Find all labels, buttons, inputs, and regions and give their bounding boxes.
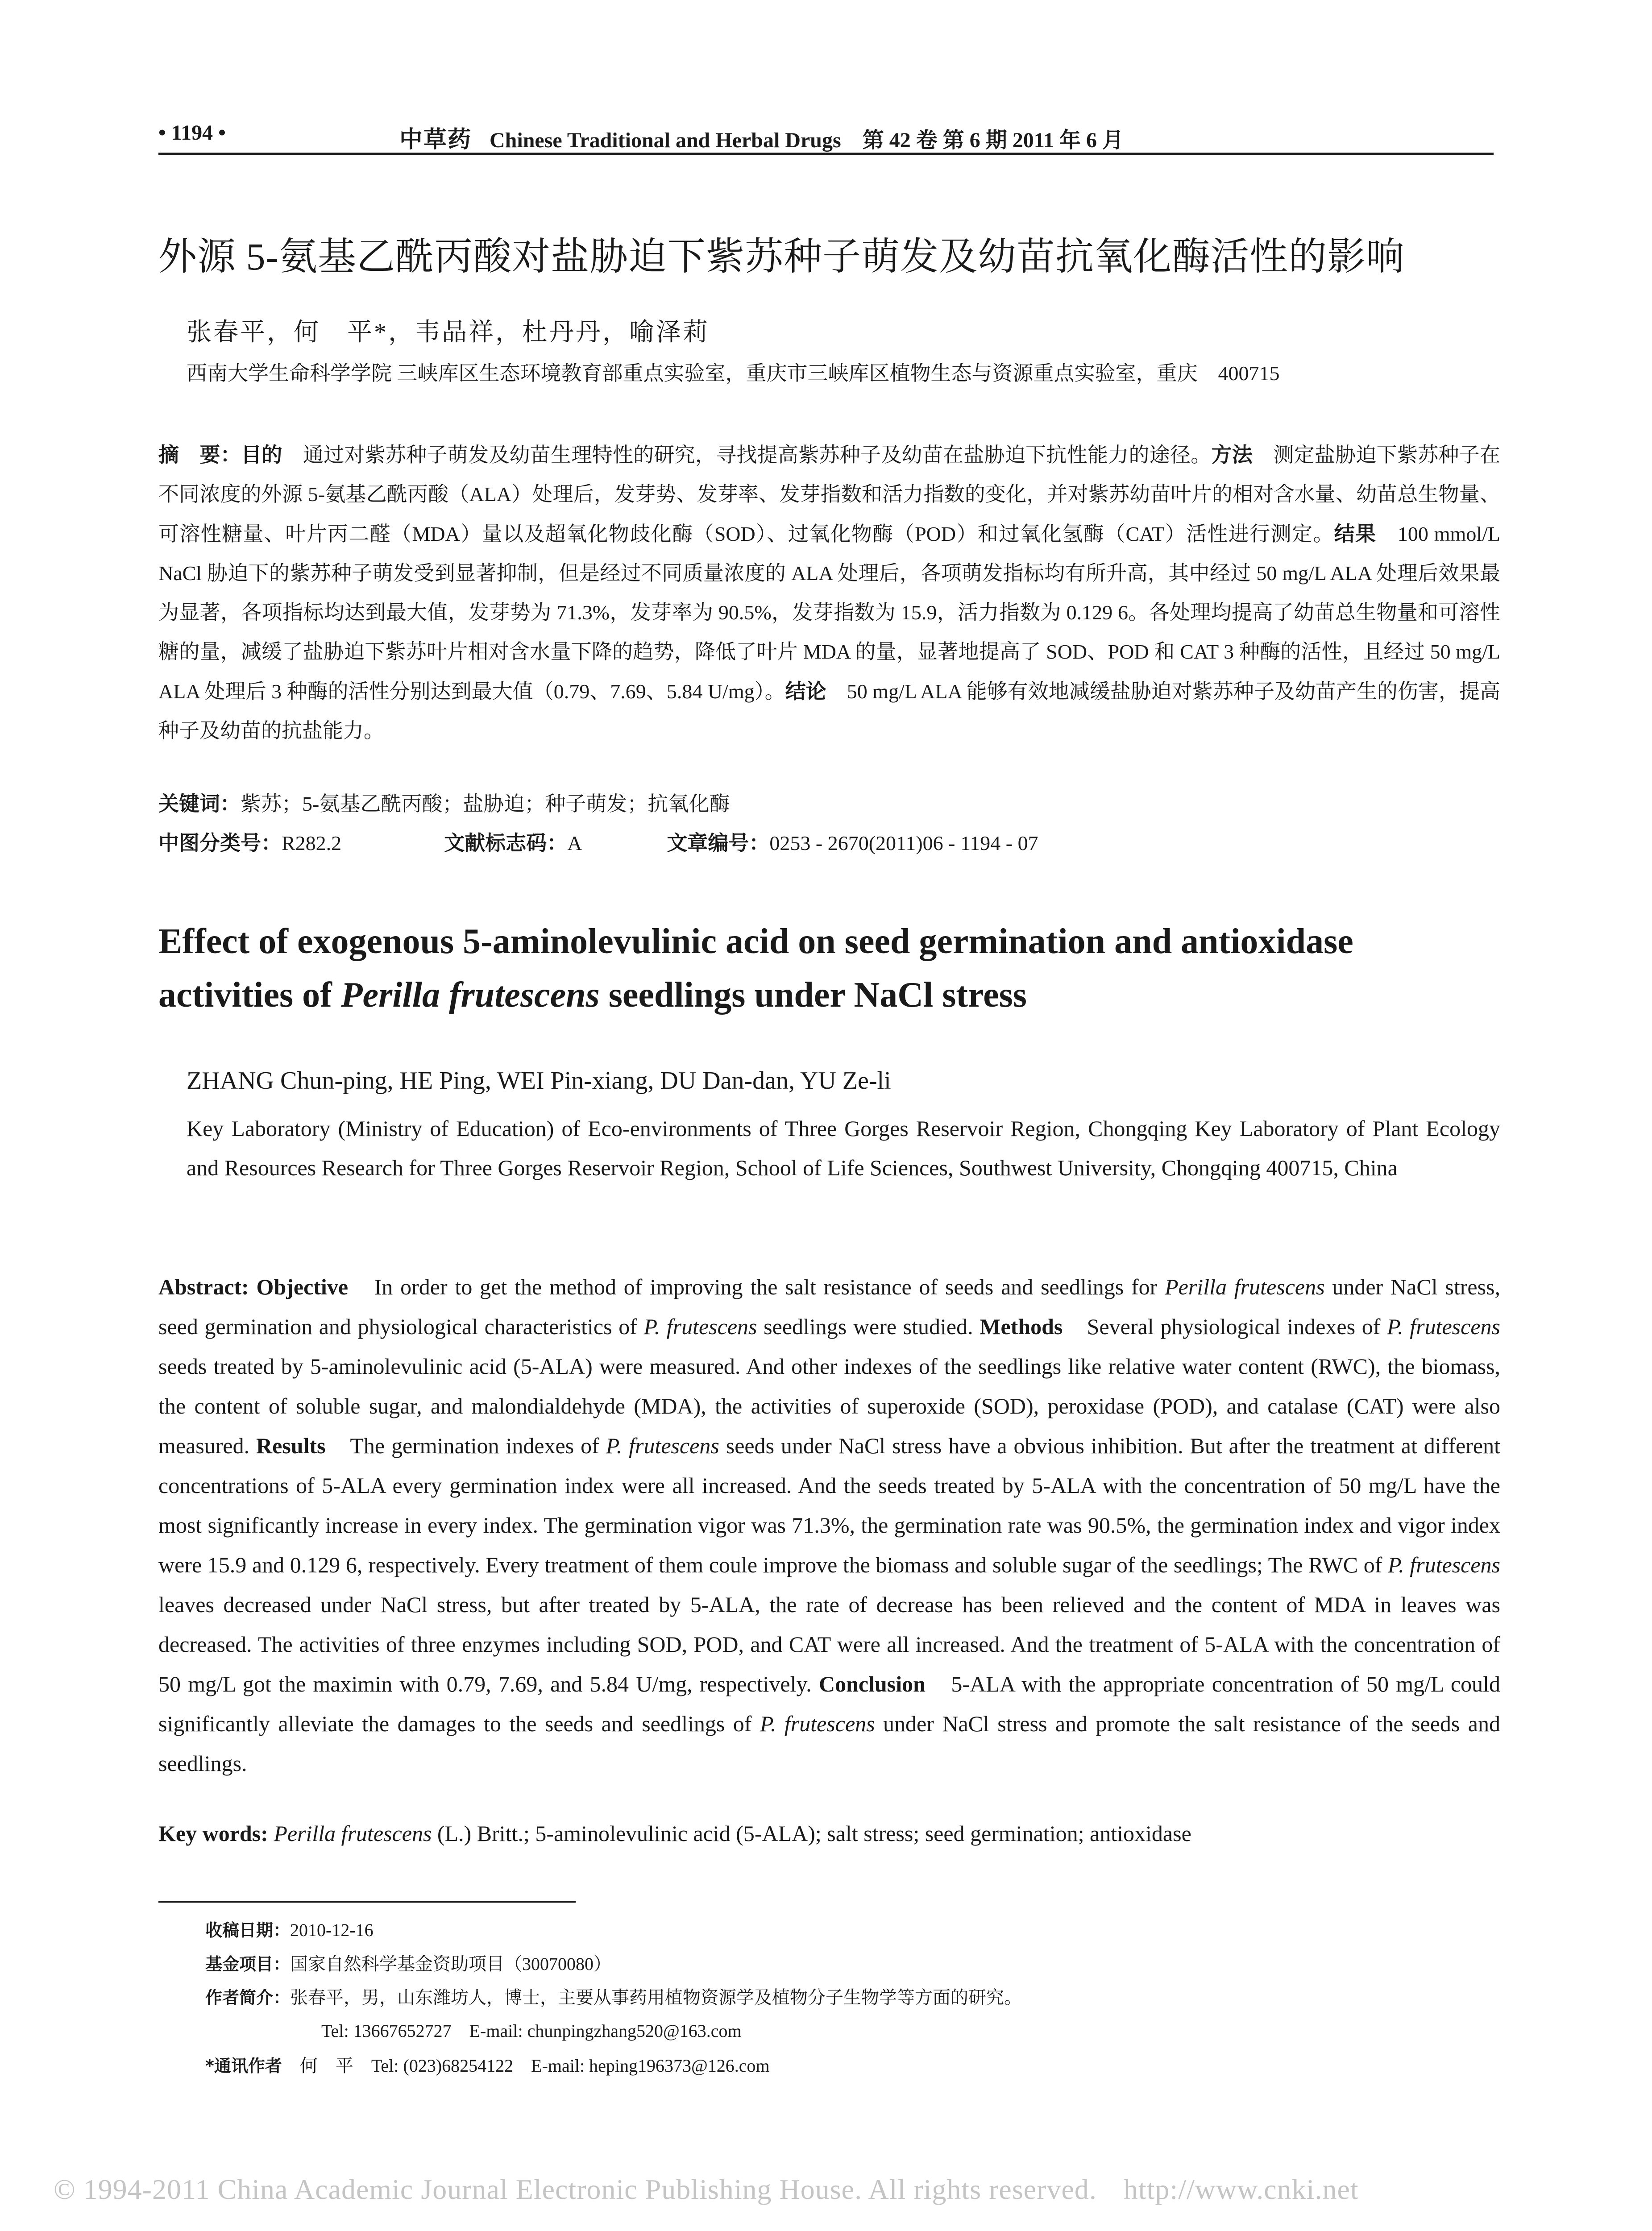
footnote-fund: [205, 1950, 611, 1975]
title-en-part1: Effect of exogenous 5-aminolevulinic acid on seed germination and antioxidase activities of: [158, 922, 1353, 1015]
affiliation-cn: 西南大学生命科学学院 三峡库区生态环境教育部重点实验室，重庆市三峡库区植物生态与资源重点实验室，重庆 400715: [187, 362, 1280, 385]
conclusion-en-2: under NaCl stress and promote the salt resistance of the seeds and seedlings.: [158, 1711, 1500, 1776]
corresponding-text: 何 平 Tel: (023)68254122 E-mail: heping196373@126.com: [299, 2056, 770, 2076]
authors-en: ZHANG Chun-ping, HE Ping, WEI Pin-xiang, DU Dan-dan, YU Ze-li: [187, 1067, 891, 1095]
corresponding-label: *通讯作者: [205, 2056, 282, 2076]
objective-en-2: under NaCl stress, seed germination and physiological characteristics of: [158, 1274, 1501, 1339]
article-no-label: 文章编号：: [667, 831, 770, 855]
conclusion-en-1: 5-ALA with the appropriate concentration of 50 mg/L could significantly alleviate the damages to the seeds and seedlings of: [158, 1671, 1500, 1736]
issue-info: 第 42 卷 第 6 期 2011 年 6 月: [862, 129, 1124, 152]
footnote-bio: [205, 1983, 1022, 2009]
keywords-cn-text: 紫苏；5-氨基乙酰丙酸；盐胁迫；种子萌发；抗氧化酶: [241, 792, 730, 815]
methods-cn-label: 方法: [1211, 443, 1253, 467]
journal-name-cn: 中草药: [399, 127, 472, 153]
page-number: • 1194 •: [158, 121, 226, 145]
results-en-species: P. frutescens: [606, 1433, 719, 1458]
journal-name-en: Chinese Traditional and Herbal Drugs: [490, 129, 841, 152]
objective-en-label: Objective: [256, 1274, 349, 1299]
results-en-3: leaves decreased under NaCl stress, but after treated by 5-ALA, the rate of decrease has been relieved and the content of MDA in leaves was decreased. The activities of three enzymes including SOD, POD, and CAT were all increased. And the treatment of 5-ALA with the concentration of 50 mg/L got the maximin with 0.79, 7.69, and 5.84 U/mg, respectively.: [158, 1592, 1500, 1696]
received-date: 2010-12-16: [290, 1920, 374, 1940]
keywords-en-label: Key words:: [158, 1821, 268, 1846]
header-rule: [158, 153, 1494, 155]
abstract-cn: [158, 435, 1500, 751]
methods-en-species: P. frutescens: [1387, 1314, 1500, 1339]
results-en-1: The germination indexes of: [325, 1433, 606, 1458]
objective-en-1: In order to get the method of improving the salt resistance of seeds and seedlings for: [348, 1274, 1165, 1299]
results-en-species-2: P. frutescens: [1388, 1552, 1500, 1577]
title-en: [158, 915, 1494, 1022]
objective-en-species: Perilla frutescens: [1165, 1274, 1325, 1299]
keywords-cn: [158, 788, 730, 817]
conclusion-en-label: Conclusion: [818, 1671, 926, 1696]
objective-cn: 通过对紫苏种子萌发及幼苗生理特性的研究，寻找提高紫苏种子及幼苗在盐胁迫下抗性能力的途径。: [282, 444, 1212, 466]
fund-label: 基金项目：: [205, 1954, 291, 1974]
methods-en-label: Methods: [980, 1314, 1063, 1339]
copyright-text: © 1994-2011 China Academic Journal Electronic Publishing House. All rights reserved.: [54, 2173, 1097, 2205]
results-cn: 100 mmol/L NaCl 胁迫下的紫苏种子萌发受到显著抑制，但是经过不同质量浓度的 ALA 处理后，各项萌发指标均有所升高，其中经过 50 mg/L ALA 处理后效果最为显著，各项指标均达到最大值，发芽势为 71.3%，发芽率为 90.5%，发芽指数为 15.9，活力指数为 0.129 6。各处理均提高了幼苗总生物量和可溶性糖的量，减缓了盐胁迫下紫苏叶片相对含水量下降的趋势，降低了叶片 MDA 的量，显著地提高了 SOD、POD 和 CAT 3 种酶的活性，且经过 50 mg/L ALA 处理后 3 种酶的活性分别达到最大值（0.79、7.69、5.84 U/mg）。: [158, 523, 1500, 703]
conclusion-cn: 50 mg/L ALA 能够有效地减缓盐胁迫对紫苏种子及幼苗产生的伤害，提高种子及幼苗的抗盐能力。: [158, 680, 1501, 742]
footnote-rule: [158, 1901, 576, 1903]
title-en-species: Perilla frutescens: [340, 975, 600, 1015]
classification-line: [158, 827, 1038, 856]
received-label: 收稿日期：: [205, 1920, 291, 1940]
objective-cn-label: 目的: [241, 443, 282, 467]
affiliation-en: Key Laboratory (Ministry of Education) of Eco-environments of Three Gorges Reservoir Region, Chongqing Key Laboratory of Plant Ecology and Resources Research for Three Gorges Reservoir Region, School of Life Sciences, Southwest University, Chongqing 400715, China: [187, 1116, 1500, 1180]
doc-code: A: [567, 832, 582, 854]
title-cn: 外源 5-氨基乙酰丙酸对盐胁迫下紫苏种子萌发及幼苗抗氧化酶活性的影响: [158, 235, 1405, 278]
cnki-url: http://www.cnki.net: [1123, 2173, 1359, 2205]
journal-name: [399, 120, 1124, 154]
keywords-cn-label: 关键词：: [158, 792, 241, 816]
abstract-en-label: Abstract:: [158, 1274, 249, 1299]
doc-code-label: 文献标志码：: [444, 831, 568, 855]
methods-en-2: seeds treated by 5-aminolevulinic acid (5-ALA) were measured. And other indexes of the seedlings like relative water content (RWC), the biomass, the content of soluble sugar, and malondialdehyde (MDA), the activities of superoxide (SOD), peroxidase (POD), and catalase (CAT) were also measured.: [158, 1354, 1500, 1458]
results-en-2: seeds under NaCl stress have a obvious inhibition. But after the treatment at different concentrations of 5-ALA every germination index were all increased. And the seeds treated by 5-ALA with the concentration of 50 mg/L have the most significantly increase in every index. The germination vigor was 71.3%, the germination rate was 90.5%, the germination index and vigor index were 15.9 and 0.129 6, respectively. Every treatment of them coule improve the biomass and soluble sugar of the seedlings; The RWC of: [158, 1433, 1500, 1577]
methods-en-1: Several physiological indexes of: [1063, 1314, 1387, 1339]
footnote-corresponding: [205, 2052, 770, 2077]
title-en-part2: seedlings under NaCl stress: [599, 975, 1027, 1015]
keywords-en-text: (L.) Britt.; 5-aminolevulinic acid (5-ALA); salt stress; seed germination; antioxidase: [432, 1821, 1191, 1846]
copyright-footer: [54, 2173, 1359, 2206]
methods-cn: 测定盐胁迫下紫苏种子在不同浓度的外源 5-氨基乙酰丙酸（ALA）处理后，发芽势、发芽率、发芽指数和活力指数的变化，并对紫苏幼苗叶片的相对含水量、幼苗总生物量、可溶性糖量、叶片丙二醛（MDA）量以及超氧化物歧化酶（SOD）、过氧化物酶（POD）和过氧化氢酶（CAT）活性进行测定。: [158, 444, 1500, 545]
results-cn-label: 结果: [1334, 522, 1377, 546]
conclusion-en-species: P. frutescens: [760, 1711, 875, 1736]
bio-label: 作者简介：: [205, 1988, 291, 2007]
clc-code: R282.2: [282, 832, 342, 854]
authors-cn: 张春平，何 平*，韦品祥，杜丹丹，喻泽莉: [187, 319, 710, 346]
article-no: 0253 - 2670(2011)06 - 1194 - 07: [769, 832, 1038, 854]
objective-en-3: seedlings were studied.: [757, 1314, 973, 1339]
footnote-bio-contact: Tel: 13667652727 E-mail: chunpingzhang520@163.com: [321, 2021, 742, 2041]
conclusion-cn-label: 结论: [785, 679, 826, 703]
keywords-en-species: Perilla frutescens: [274, 1821, 432, 1846]
fund-text: 国家自然科学基金资助项目（30070080）: [290, 1954, 612, 1974]
objective-en-species-2: P. frutescens: [643, 1314, 757, 1339]
abstract-en: [158, 1267, 1500, 1783]
keywords-en: [158, 1820, 1191, 1846]
clc-label: 中图分类号：: [158, 831, 282, 855]
abstract-cn-label: 摘 要：: [158, 443, 241, 467]
results-en-label: Results: [256, 1433, 326, 1458]
footnote-received: [205, 1916, 374, 1941]
bio-text: 张春平，男，山东潍坊人，博士，主要从事药用植物资源学及植物分子生物学等方面的研究。: [290, 1987, 1022, 2007]
